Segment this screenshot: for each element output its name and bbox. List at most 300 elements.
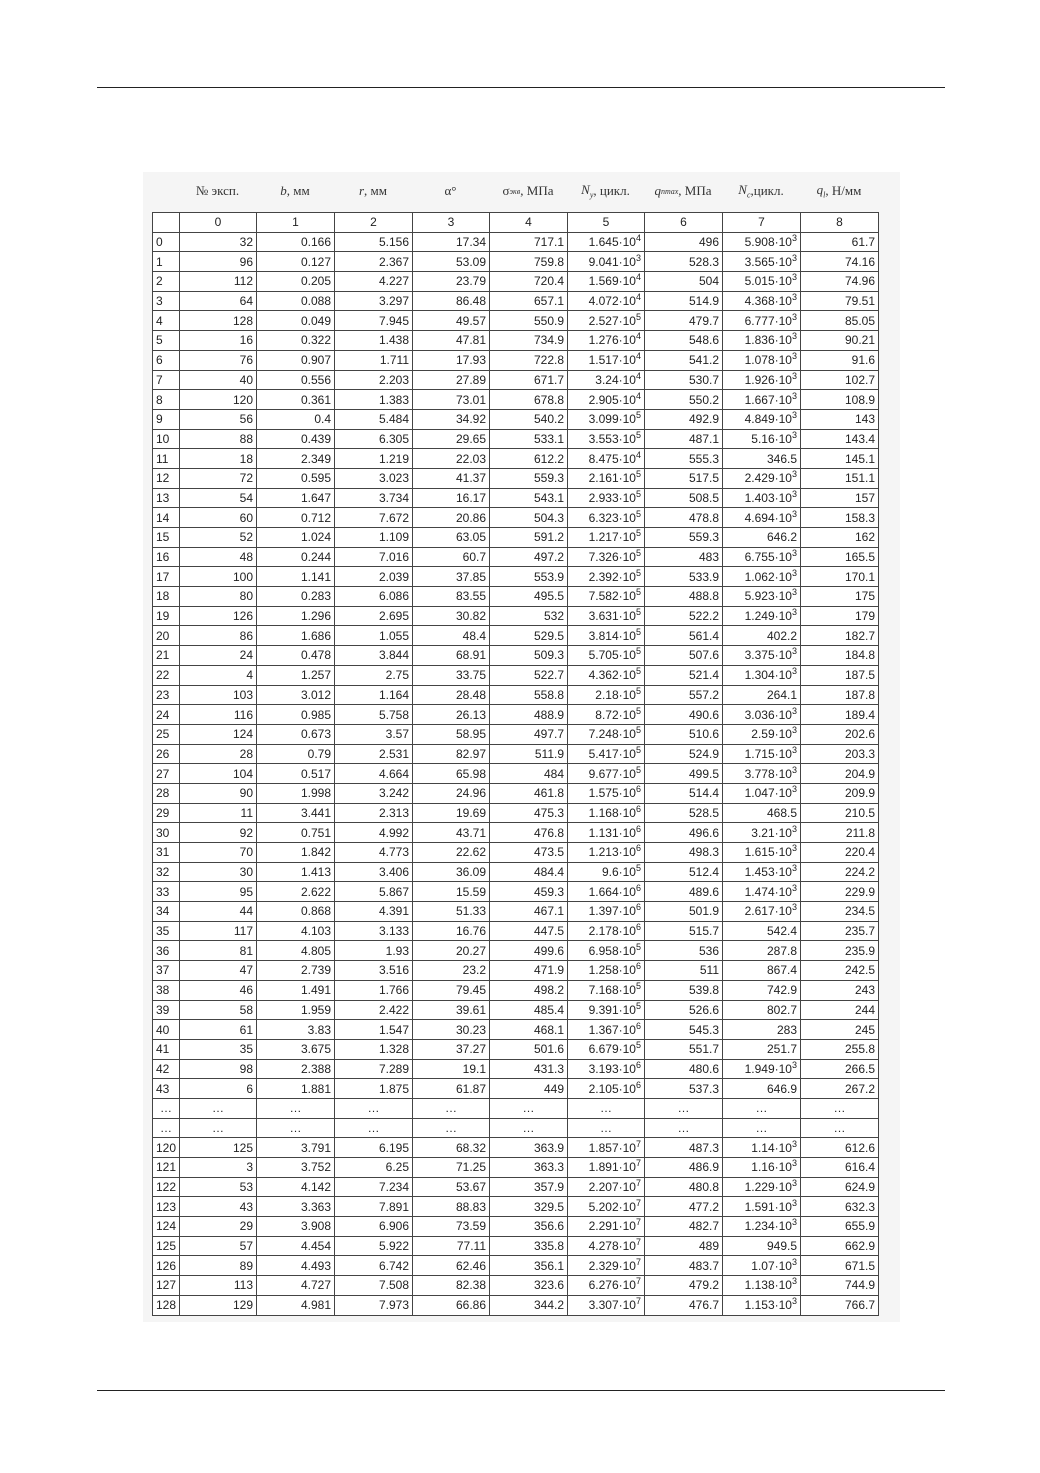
cell-r: 6.906 (335, 1217, 413, 1237)
cell-exp: 30 (180, 862, 257, 882)
cell-ny: $1.397\cdot 10^6$ (568, 902, 645, 922)
cell-ny: $1.213\cdot 10^6$ (568, 843, 645, 863)
cell-sigma: 467.1 (490, 902, 568, 922)
cell-idx: 29 (153, 803, 180, 823)
table-row (153, 1217, 879, 1237)
cell-idx: 42 (153, 1059, 180, 1079)
cell-nc: … (723, 1118, 801, 1138)
cell-exp: 16 (180, 331, 257, 351)
cell-b: 3.441 (257, 803, 335, 823)
cell-ny: $7.168\cdot 10^5$ (568, 980, 645, 1000)
cell-qmax: 521.4 (645, 665, 723, 685)
cell-r: 4.391 (335, 902, 413, 922)
cell-qmax: 561.4 (645, 626, 723, 646)
cell-qmax: 477.2 (645, 1197, 723, 1217)
cell-ql: 91.6 (801, 350, 879, 370)
cell-b: 3.012 (257, 685, 335, 705)
colnum-cell (153, 213, 180, 233)
table-row (153, 665, 879, 685)
cell-alpha: 30.82 (413, 606, 490, 626)
cell-b: 0.79 (257, 744, 335, 764)
cell-exp: 98 (180, 1059, 257, 1079)
cell-sigma: 497.7 (490, 724, 568, 744)
cell-r: 5.156 (335, 232, 413, 252)
cell-nc: 542.4 (723, 921, 801, 941)
cell-qmax: 528.3 (645, 252, 723, 272)
cell-b: 4.805 (257, 941, 335, 961)
cell-r: 6.086 (335, 587, 413, 607)
cell-qmax: 515.7 (645, 921, 723, 941)
cell-qmax: 541.2 (645, 350, 723, 370)
cell-exp: 112 (180, 272, 257, 292)
cell-b: 1.959 (257, 1000, 335, 1020)
cell-r: 7.891 (335, 1197, 413, 1217)
cell-ql: 158.3 (801, 508, 879, 528)
cell-exp: 11 (180, 803, 257, 823)
cell-idx: 127 (153, 1276, 180, 1296)
cell-sigma: 363.3 (490, 1158, 568, 1178)
cell-ny: $7.248\cdot 10^5$ (568, 724, 645, 744)
cell-ny: $7.326\cdot 10^5$ (568, 547, 645, 567)
cell-idx: 0 (153, 232, 180, 252)
cell-nc: $1.304\cdot 10^3$ (723, 665, 801, 685)
experiment-table (152, 212, 879, 1316)
cell-alpha: 24.96 (413, 783, 490, 803)
cell-nc: $4.849\cdot 10^3$ (723, 409, 801, 429)
cell-r: 1.875 (335, 1079, 413, 1099)
cell-r: 3.406 (335, 862, 413, 882)
cell-exp: 28 (180, 744, 257, 764)
cell-exp: 32 (180, 232, 257, 252)
cell-ny: $2.18\cdot 10^5$ (568, 685, 645, 705)
cell-exp: … (180, 1118, 257, 1138)
cell-sigma: 734.9 (490, 331, 568, 351)
cell-qmax: 488.8 (645, 587, 723, 607)
cell-alpha: 60.7 (413, 547, 490, 567)
cell-alpha: 58.95 (413, 724, 490, 744)
table-row (153, 291, 879, 311)
cell-alpha: 63.05 (413, 528, 490, 548)
cell-nc: $3.565\cdot 10^3$ (723, 252, 801, 272)
cell-r: 3.297 (335, 291, 413, 311)
colnum-cell: 5 (568, 213, 645, 233)
cell-r: 1.055 (335, 626, 413, 646)
cell-r: 1.109 (335, 528, 413, 548)
cell-ny: $2.527\cdot 10^5$ (568, 311, 645, 331)
cell-ql: 235.9 (801, 941, 879, 961)
cell-ql: 224.2 (801, 862, 879, 882)
cell-qmax: 479.2 (645, 1276, 723, 1296)
cell-nc: $2.617\cdot 10^3$ (723, 902, 801, 922)
cell-ql: 189.4 (801, 705, 879, 725)
cell-alpha: 20.27 (413, 941, 490, 961)
table-row (153, 272, 879, 292)
cell-idx: 21 (153, 646, 180, 666)
cell-alpha: 15.59 (413, 882, 490, 902)
cell-ql: 143 (801, 409, 879, 429)
cell-sigma: 543.1 (490, 488, 568, 508)
cell-ql: 157 (801, 488, 879, 508)
footer-rule (97, 1390, 945, 1391)
cell-alpha: 79.45 (413, 980, 490, 1000)
cell-idx: 23 (153, 685, 180, 705)
cell-r: 3.57 (335, 724, 413, 744)
table-row (153, 862, 879, 882)
cell-nc: $3.21\cdot 10^3$ (723, 823, 801, 843)
header-ny: $N_y$ , цикл. (581, 182, 630, 200)
cell-sigma: 717.1 (490, 232, 568, 252)
cell-b: … (257, 1118, 335, 1138)
cell-alpha: 53.09 (413, 252, 490, 272)
cell-r: 5.758 (335, 705, 413, 725)
cell-idx: … (153, 1118, 180, 1138)
cell-idx: 11 (153, 449, 180, 469)
cell-r: 5.922 (335, 1236, 413, 1256)
cell-r: 7.508 (335, 1276, 413, 1296)
cell-ny: $9.6\cdot 10^5$ (568, 862, 645, 882)
cell-r: 6.195 (335, 1138, 413, 1158)
cell-ql: 175 (801, 587, 879, 607)
cell-idx: 36 (153, 941, 180, 961)
table-row (153, 1197, 879, 1217)
cell-alpha: 61.87 (413, 1079, 490, 1099)
cell-idx: 121 (153, 1158, 180, 1178)
cell-exp: 6 (180, 1079, 257, 1099)
cell-nc: 251.7 (723, 1039, 801, 1059)
cell-sigma: 509.3 (490, 646, 568, 666)
table-row (153, 823, 879, 843)
cell-alpha: 37.27 (413, 1039, 490, 1059)
table-row (153, 646, 879, 666)
cell-ql: 209.9 (801, 783, 879, 803)
cell-nc: $4.368\cdot 10^3$ (723, 291, 801, 311)
cell-b: 1.998 (257, 783, 335, 803)
cell-b: 0.673 (257, 724, 335, 744)
cell-ny: $3.307\cdot 10^7$ (568, 1295, 645, 1315)
table-row (153, 488, 879, 508)
table-row (153, 941, 879, 961)
cell-ql: 744.9 (801, 1276, 879, 1296)
cell-ql: 162 (801, 528, 879, 548)
cell-idx: 7 (153, 370, 180, 390)
cell-sigma: 447.5 (490, 921, 568, 941)
cell-b: 0.556 (257, 370, 335, 390)
cell-idx: 35 (153, 921, 180, 941)
cell-nc: $3.036\cdot 10^3$ (723, 705, 801, 725)
cell-nc: $1.07\cdot 10^3$ (723, 1256, 801, 1276)
cell-ny: $6.679\cdot 10^5$ (568, 1039, 645, 1059)
cell-r: 1.328 (335, 1039, 413, 1059)
cell-sigma: 473.5 (490, 843, 568, 863)
cell-b: 3.752 (257, 1158, 335, 1178)
cell-ql: 74.16 (801, 252, 879, 272)
cell-exp: 104 (180, 764, 257, 784)
table-row (153, 764, 879, 784)
table-row (153, 350, 879, 370)
cell-idx: 9 (153, 409, 180, 429)
cell-qmax: 517.5 (645, 468, 723, 488)
cell-idx: 13 (153, 488, 180, 508)
cell-ql: 662.9 (801, 1236, 879, 1256)
cell-ql: 179 (801, 606, 879, 626)
cell-ql: 145.1 (801, 449, 879, 469)
cell-alpha: 28.48 (413, 685, 490, 705)
cell-alpha: 22.03 (413, 449, 490, 469)
cell-b: 2.622 (257, 882, 335, 902)
colnum-cell: 2 (335, 213, 413, 233)
cell-ny: $4.278\cdot 10^7$ (568, 1236, 645, 1256)
cell-b: 0.127 (257, 252, 335, 272)
cell-sigma: 511.9 (490, 744, 568, 764)
cell-ql: 266.5 (801, 1059, 879, 1079)
cell-qmax: 479.7 (645, 311, 723, 331)
cell-qmax: 483 (645, 547, 723, 567)
cell-qmax: 487.1 (645, 429, 723, 449)
cell-b: 0.907 (257, 350, 335, 370)
table-row (153, 1118, 879, 1138)
cell-exp: 3 (180, 1158, 257, 1178)
cell-sigma: 501.6 (490, 1039, 568, 1059)
table-row (153, 685, 879, 705)
cell-b: 3.363 (257, 1197, 335, 1217)
cell-idx: 128 (153, 1295, 180, 1315)
cell-alpha: 29.65 (413, 429, 490, 449)
cell-sigma: 475.3 (490, 803, 568, 823)
cell-idx: 32 (153, 862, 180, 882)
cell-nc: 802.7 (723, 1000, 801, 1020)
table-row (153, 744, 879, 764)
cell-ql: 85.05 (801, 311, 879, 331)
table-row (153, 843, 879, 863)
cell-ny: $2.207\cdot 10^7$ (568, 1177, 645, 1197)
cell-ql: 170.1 (801, 567, 879, 587)
table-row (153, 252, 879, 272)
cell-b: 1.296 (257, 606, 335, 626)
header-rule (97, 87, 945, 88)
cell-r: 1.93 (335, 941, 413, 961)
cell-ny: $9.041\cdot 10^3$ (568, 252, 645, 272)
cell-b: 2.739 (257, 961, 335, 981)
cell-alpha: 19.69 (413, 803, 490, 823)
cell-idx: 19 (153, 606, 180, 626)
cell-nc: $1.16\cdot 10^3$ (723, 1158, 801, 1178)
table-row (153, 390, 879, 410)
cell-ny: $3.814\cdot 10^5$ (568, 626, 645, 646)
cell-ny: $1.367\cdot 10^6$ (568, 1020, 645, 1040)
cell-nc: 468.5 (723, 803, 801, 823)
cell-r: 3.844 (335, 646, 413, 666)
cell-exp: 44 (180, 902, 257, 922)
cell-alpha: 23.2 (413, 961, 490, 981)
cell-sigma: 335.8 (490, 1236, 568, 1256)
cell-ny: $6.958\cdot 10^5$ (568, 941, 645, 961)
cell-sigma: 504.3 (490, 508, 568, 528)
colnum-cell: 8 (801, 213, 879, 233)
cell-idx: 18 (153, 587, 180, 607)
cell-ql: 234.5 (801, 902, 879, 922)
cell-idx: 16 (153, 547, 180, 567)
cell-qmax: 492.9 (645, 409, 723, 429)
table-row (153, 1079, 879, 1099)
cell-idx: 3 (153, 291, 180, 311)
cell-exp: 40 (180, 370, 257, 390)
cell-ny: $6.323\cdot 10^5$ (568, 508, 645, 528)
cell-nc: $5.908\cdot 10^3$ (723, 232, 801, 252)
cell-r: 1.219 (335, 449, 413, 469)
cell-b: 4.454 (257, 1236, 335, 1256)
cell-r: 6.305 (335, 429, 413, 449)
cell-sigma: 329.5 (490, 1197, 568, 1217)
table-row (153, 1138, 879, 1158)
cell-r: 4.664 (335, 764, 413, 784)
cell-sigma: 484 (490, 764, 568, 784)
cell-exp: 56 (180, 409, 257, 429)
cell-idx: 2 (153, 272, 180, 292)
cell-idx: 40 (153, 1020, 180, 1040)
cell-ql: 182.7 (801, 626, 879, 646)
cell-qmax: 550.2 (645, 390, 723, 410)
cell-r: 1.547 (335, 1020, 413, 1040)
cell-ql: 242.5 (801, 961, 879, 981)
cell-ny: $2.392\cdot 10^5$ (568, 567, 645, 587)
cell-r: 5.484 (335, 409, 413, 429)
cell-sigma: 540.2 (490, 409, 568, 429)
table-row (153, 921, 879, 941)
cell-sigma: 553.9 (490, 567, 568, 587)
table-row (153, 1256, 879, 1276)
cell-b: 0.517 (257, 764, 335, 784)
cell-idx: 123 (153, 1197, 180, 1217)
cell-ny: $2.105\cdot 10^6$ (568, 1079, 645, 1099)
cell-idx: 17 (153, 567, 180, 587)
cell-idx: 41 (153, 1039, 180, 1059)
cell-ny: $1.131\cdot 10^6$ (568, 823, 645, 843)
cell-sigma: 529.5 (490, 626, 568, 646)
cell-b: 0.4 (257, 409, 335, 429)
cell-r: 7.672 (335, 508, 413, 528)
cell-nc: $1.078\cdot 10^3$ (723, 350, 801, 370)
cell-sigma: 522.7 (490, 665, 568, 685)
cell-nc: $1.715\cdot 10^3$ (723, 744, 801, 764)
cell-sigma: 459.3 (490, 882, 568, 902)
cell-exp: 4 (180, 665, 257, 685)
cell-sigma: 657.1 (490, 291, 568, 311)
cell-r: 2.203 (335, 370, 413, 390)
cell-ny: $2.905\cdot 10^4$ (568, 390, 645, 410)
table-row (153, 409, 879, 429)
cell-sigma: 344.2 (490, 1295, 568, 1315)
cell-ny: $7.582\cdot 10^5$ (568, 587, 645, 607)
cell-b: 0.439 (257, 429, 335, 449)
cell-alpha: 68.32 (413, 1138, 490, 1158)
cell-ny: $3.099\cdot 10^5$ (568, 409, 645, 429)
cell-b: 0.985 (257, 705, 335, 725)
cell-qmax: 514.9 (645, 291, 723, 311)
cell-b: 0.868 (257, 902, 335, 922)
cell-exp: 64 (180, 291, 257, 311)
cell-exp: 125 (180, 1138, 257, 1158)
table-row (153, 1177, 879, 1197)
cell-exp: 54 (180, 488, 257, 508)
cell-exp: 117 (180, 921, 257, 941)
cell-b: 3.908 (257, 1217, 335, 1237)
cell-exp: 24 (180, 646, 257, 666)
cell-r: 7.289 (335, 1059, 413, 1079)
cell-sigma: 720.4 (490, 272, 568, 292)
cell-nc: $5.16\cdot 10^3$ (723, 429, 801, 449)
cell-b: 0.244 (257, 547, 335, 567)
cell-b: 0.751 (257, 823, 335, 843)
cell-b: 0.322 (257, 331, 335, 351)
cell-ny: $5.417\cdot 10^5$ (568, 744, 645, 764)
cell-alpha: 47.81 (413, 331, 490, 351)
cell-qmax: 545.3 (645, 1020, 723, 1040)
table-row (153, 626, 879, 646)
cell-idx: 12 (153, 468, 180, 488)
cell-sigma: 476.8 (490, 823, 568, 843)
cell-nc: $1.926\cdot 10^3$ (723, 370, 801, 390)
cell-sigma: 558.8 (490, 685, 568, 705)
cell-ny: $1.258\cdot 10^6$ (568, 961, 645, 981)
cell-exp: 129 (180, 1295, 257, 1315)
cell-ql: 612.6 (801, 1138, 879, 1158)
cell-qmax: 539.8 (645, 980, 723, 1000)
table-row (153, 783, 879, 803)
cell-sigma: 759.8 (490, 252, 568, 272)
cell-ny: $5.705\cdot 10^5$ (568, 646, 645, 666)
cell-alpha: 49.57 (413, 311, 490, 331)
cell-b: 4.727 (257, 1276, 335, 1296)
cell-r: 7.016 (335, 547, 413, 567)
cell-nc: $6.755\cdot 10^3$ (723, 547, 801, 567)
cell-exp: 72 (180, 468, 257, 488)
cell-nc: 646.9 (723, 1079, 801, 1099)
cell-ql: 203.3 (801, 744, 879, 764)
cell-sigma: 533.1 (490, 429, 568, 449)
cell-alpha: 73.01 (413, 390, 490, 410)
cell-idx: 24 (153, 705, 180, 725)
cell-ny: $9.391\cdot 10^5$ (568, 1000, 645, 1020)
cell-exp: 86 (180, 626, 257, 646)
cell-ql: 632.3 (801, 1197, 879, 1217)
cell-qmax: 499.5 (645, 764, 723, 784)
cell-exp: 18 (180, 449, 257, 469)
cell-exp: 126 (180, 606, 257, 626)
cell-sigma: 550.9 (490, 311, 568, 331)
cell-ql: 108.9 (801, 390, 879, 410)
colnum-cell: 4 (490, 213, 568, 233)
cell-qmax: 504 (645, 272, 723, 292)
cell-alpha: 86.48 (413, 291, 490, 311)
cell-sigma: 678.8 (490, 390, 568, 410)
cell-r: 2.531 (335, 744, 413, 764)
cell-idx: 126 (153, 1256, 180, 1276)
cell-idx: 122 (153, 1177, 180, 1197)
table-row (153, 528, 879, 548)
cell-sigma: 559.3 (490, 468, 568, 488)
cell-r: 3.242 (335, 783, 413, 803)
cell-alpha: 62.46 (413, 1256, 490, 1276)
cell-r: 2.422 (335, 1000, 413, 1020)
cell-exp: 57 (180, 1236, 257, 1256)
cell-alpha: 33.75 (413, 665, 490, 685)
column-number-row (153, 213, 879, 233)
cell-alpha: 88.83 (413, 1197, 490, 1217)
cell-ny: $3.24\cdot 10^4$ (568, 370, 645, 390)
cell-alpha: 39.61 (413, 1000, 490, 1020)
cell-b: 3.675 (257, 1039, 335, 1059)
table-row (153, 902, 879, 922)
